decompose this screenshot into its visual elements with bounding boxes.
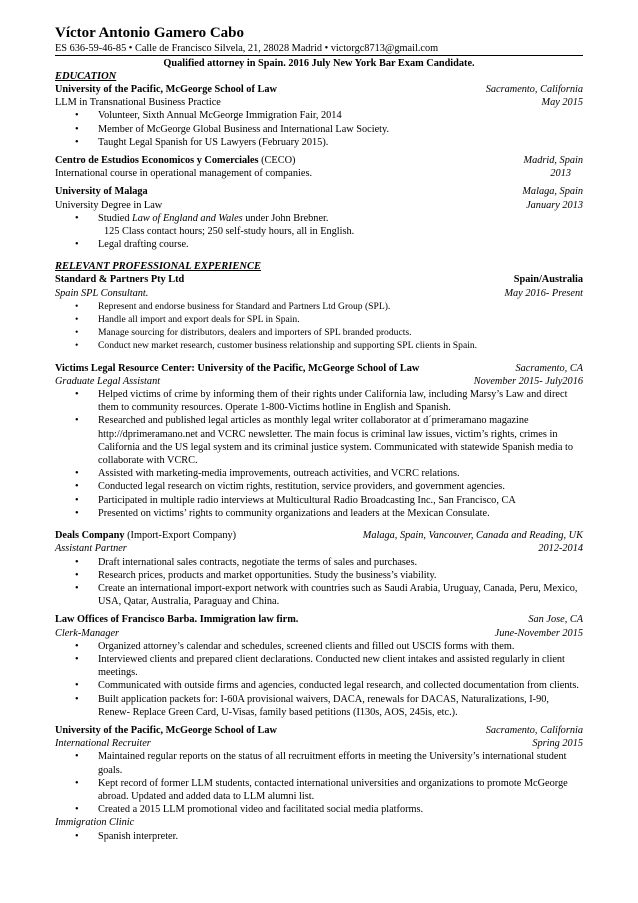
job-title: Clerk-Manager bbox=[55, 627, 120, 639]
list-item-text: under John Brebner. bbox=[242, 212, 329, 224]
contact-line: ES 636-59-46-85 • Calle de Francisco Silvela, 21, 28028 Madrid • victorgc8713@gmail.com bbox=[55, 42, 583, 56]
list-item: • Legal drafting course. bbox=[55, 238, 583, 251]
job-header bbox=[55, 362, 583, 375]
experience-heading: RELEVANT PROFESSIONAL EXPERIENCE bbox=[55, 261, 261, 273]
school-name-suffix: (CECO) bbox=[258, 155, 296, 167]
list-item: • Handle all import and export deals for SPL in Spain. bbox=[55, 313, 583, 326]
job-location: Sacramento, CA bbox=[515, 362, 583, 374]
job-date: Spring 2015 bbox=[532, 738, 583, 750]
list-item: • Conduct new market research, customer business relationship and supporting SPL clients in Spain. bbox=[55, 339, 583, 352]
job-bullets bbox=[55, 556, 583, 609]
list-item: • Helped victims of crime by informing them of their rights under California law, including Marsy’s Law and direct them to community resources. Operate 1-800-Victims hotline in English and Spanish. bbox=[55, 388, 583, 414]
degree: International course in operational management of companies. bbox=[55, 168, 313, 180]
list-item: • Taught Legal Spanish for US Lawyers (February 2015). bbox=[55, 136, 583, 149]
job-organization: Victims Legal Resource Center: University of the Pacific, McGeorge School of Law bbox=[55, 362, 420, 374]
education-entry-degree bbox=[55, 96, 583, 109]
job-location: San Jose, CA bbox=[528, 614, 583, 626]
education-bullets bbox=[55, 109, 583, 149]
list-item: • Create an international import-export network with countries such as Saudi Arabia, Uruguay, Canada, Peru, Mexico, USA, Qatar, Australia, Paraguay and China. bbox=[55, 582, 583, 608]
list-item bbox=[55, 212, 583, 225]
list-item: • Communicated with outside firms and agencies, conducted legal research, and collected documentation from clients. bbox=[55, 679, 583, 692]
school-name: Centro de Estudios Economicos y Comerciales bbox=[55, 155, 259, 167]
education-entry-header bbox=[55, 83, 583, 96]
job-bullets bbox=[55, 388, 583, 520]
job-date: November 2015- July2016 bbox=[473, 375, 583, 387]
list-item: • Assisted with marketing-media improvements, outreach activities, and VCRC relations. bbox=[55, 467, 583, 480]
job-date: May 2016- Present bbox=[504, 287, 583, 299]
job-title-row bbox=[55, 737, 583, 750]
job-title-row bbox=[55, 627, 583, 640]
job-title: Graduate Legal Assistant bbox=[55, 375, 161, 387]
list-item: • Organized attorney’s calendar and schedules, screened clients and filled out USCIS forms with them. bbox=[55, 640, 583, 653]
job-organization: Standard & Partners Pty Ltd bbox=[55, 274, 185, 286]
job-organization-suffix: (Import-Export Company) bbox=[124, 530, 237, 542]
list-item: • Maintained regular reports on the status of all recruitment efforts in meeting the University’s international student goals. bbox=[55, 750, 583, 776]
list-item: • Research prices, products and market opportunities. Study the business’s viability. bbox=[55, 569, 583, 582]
job-location: Malaga, Spain, Vancouver, Canada and Reading, UK bbox=[362, 530, 583, 542]
job-bullets bbox=[55, 750, 583, 816]
job-date: June-November 2015 bbox=[494, 627, 583, 639]
list-item: • Kept record of former LLM students, contacted international universities and organizations to promote McGeorge abroad. Updated and added data to LLM alumni list. bbox=[55, 777, 583, 803]
list-item: • Member of McGeorge Global Business and International Law Society. bbox=[55, 123, 583, 136]
job-title: International Recruiter bbox=[55, 738, 151, 750]
list-item: • Researched and published legal articles as monthly legal writer collaborator at d´primeramano magazine http://dprimeramano.net and VCRC newsletter. The main focus is criminal law issues, victim’s rights, crimes in California and the US legal system and its criminal justice system. Communicated with statewide Spanish media to collaborate with VCRC. bbox=[55, 414, 583, 467]
list-item-subline: 125 Class contact hours; 250 self-study hours, all in English. bbox=[104, 226, 355, 238]
list-item-text: Studied bbox=[98, 212, 133, 224]
list-item: • Participated in multiple radio interviews at Multicultural Radio Broadcasting Inc., San Francisco, CA bbox=[55, 494, 583, 507]
education-entry-degree bbox=[55, 167, 583, 180]
job-organization: University of the Pacific, McGeorge School of Law bbox=[55, 724, 277, 736]
education-bullets bbox=[55, 238, 583, 251]
school-location: Madrid, Spain bbox=[523, 155, 583, 167]
list-item: • Interviewed clients and prepared client declarations. Conducted new client intakes and assisted regularly in client meetings. bbox=[55, 653, 583, 679]
list-item: • Manage sourcing for distributors, dealers and importers of SPL branded products. bbox=[55, 326, 583, 339]
list-item: • Conducted legal research on victim rights, restitution, service providers, and government agencies. bbox=[55, 480, 583, 493]
job-organization-group bbox=[55, 529, 236, 542]
list-item: • Draft international sales contracts, negotiate the terms of sales and purchases. bbox=[55, 556, 583, 569]
list-item: • Represent and endorse business for Standard and Partners Ltd Group (SPL). bbox=[55, 300, 583, 313]
job-organization: Law Offices of Francisco Barba. Immigration law firm. bbox=[55, 614, 299, 626]
job-header bbox=[55, 724, 583, 737]
list-item-emphasis: Law of England and Wales bbox=[132, 212, 243, 224]
job-date: 2012-2014 bbox=[538, 543, 583, 555]
degree: University Degree in Law bbox=[55, 199, 163, 211]
education-heading: EDUCATION bbox=[55, 71, 117, 82]
degree-date: May 2015 bbox=[541, 97, 583, 109]
job-location: Sacramento, California bbox=[485, 724, 583, 736]
job-subtitle: Immigration Clinic bbox=[55, 817, 135, 829]
education-entry-header bbox=[55, 185, 583, 198]
education-bullets bbox=[55, 212, 583, 225]
education-entry-header bbox=[55, 154, 583, 167]
job-location: Spain/Australia bbox=[513, 274, 583, 286]
job-bullets bbox=[55, 640, 583, 719]
school-name: University of the Pacific, McGeorge School of Law bbox=[55, 84, 277, 95]
education-entry-degree bbox=[55, 199, 583, 212]
job-header bbox=[55, 613, 583, 626]
degree-date: 2013 bbox=[550, 168, 571, 180]
job-header bbox=[55, 529, 583, 542]
school-location: Malaga, Spain bbox=[522, 186, 583, 198]
job-header bbox=[55, 273, 583, 286]
job-bullets bbox=[55, 830, 583, 843]
list-item: • Presented on victims’ rights to community organizations and leaders at the Mexican Consulate. bbox=[55, 507, 583, 520]
candidate-name: Víctor Antonio Gamero Cabo bbox=[55, 25, 245, 41]
list-item: • Spanish interpreter. bbox=[55, 830, 583, 843]
job-title-row bbox=[55, 542, 583, 555]
list-item: • Built application packets for: I-60A provisional waivers, DACA, renewals for DACAS, Naturalizations, I-90, Renew- Replace Green Card, U-Visas, family based petitions (I130s, AOS, 245is, etc.). bbox=[55, 693, 583, 719]
job-title-row bbox=[55, 375, 583, 388]
list-item: • Volunteer, Sixth Annual McGeorge Immigration Fair, 2014 bbox=[55, 109, 583, 122]
list-item: • Created a 2015 LLM promotional video and facilitated social media platforms. bbox=[55, 803, 583, 816]
degree: LLM in Transnational Business Practice bbox=[55, 97, 221, 109]
job-bullets bbox=[55, 300, 583, 353]
job-title: Assistant Partner bbox=[55, 543, 127, 555]
qualification-line: Qualified attorney in Spain. 2016 July New York Bar Exam Candidate. bbox=[163, 58, 475, 69]
job-organization: Deals Company bbox=[55, 530, 125, 542]
job-title-row bbox=[55, 287, 583, 300]
degree-date: January 2013 bbox=[526, 199, 583, 211]
school-name: University of Malaga bbox=[55, 186, 148, 198]
job-title: Spain SPL Consultant. bbox=[55, 287, 149, 299]
school-location: Sacramento, California bbox=[485, 84, 583, 95]
school-name-group bbox=[55, 154, 295, 167]
